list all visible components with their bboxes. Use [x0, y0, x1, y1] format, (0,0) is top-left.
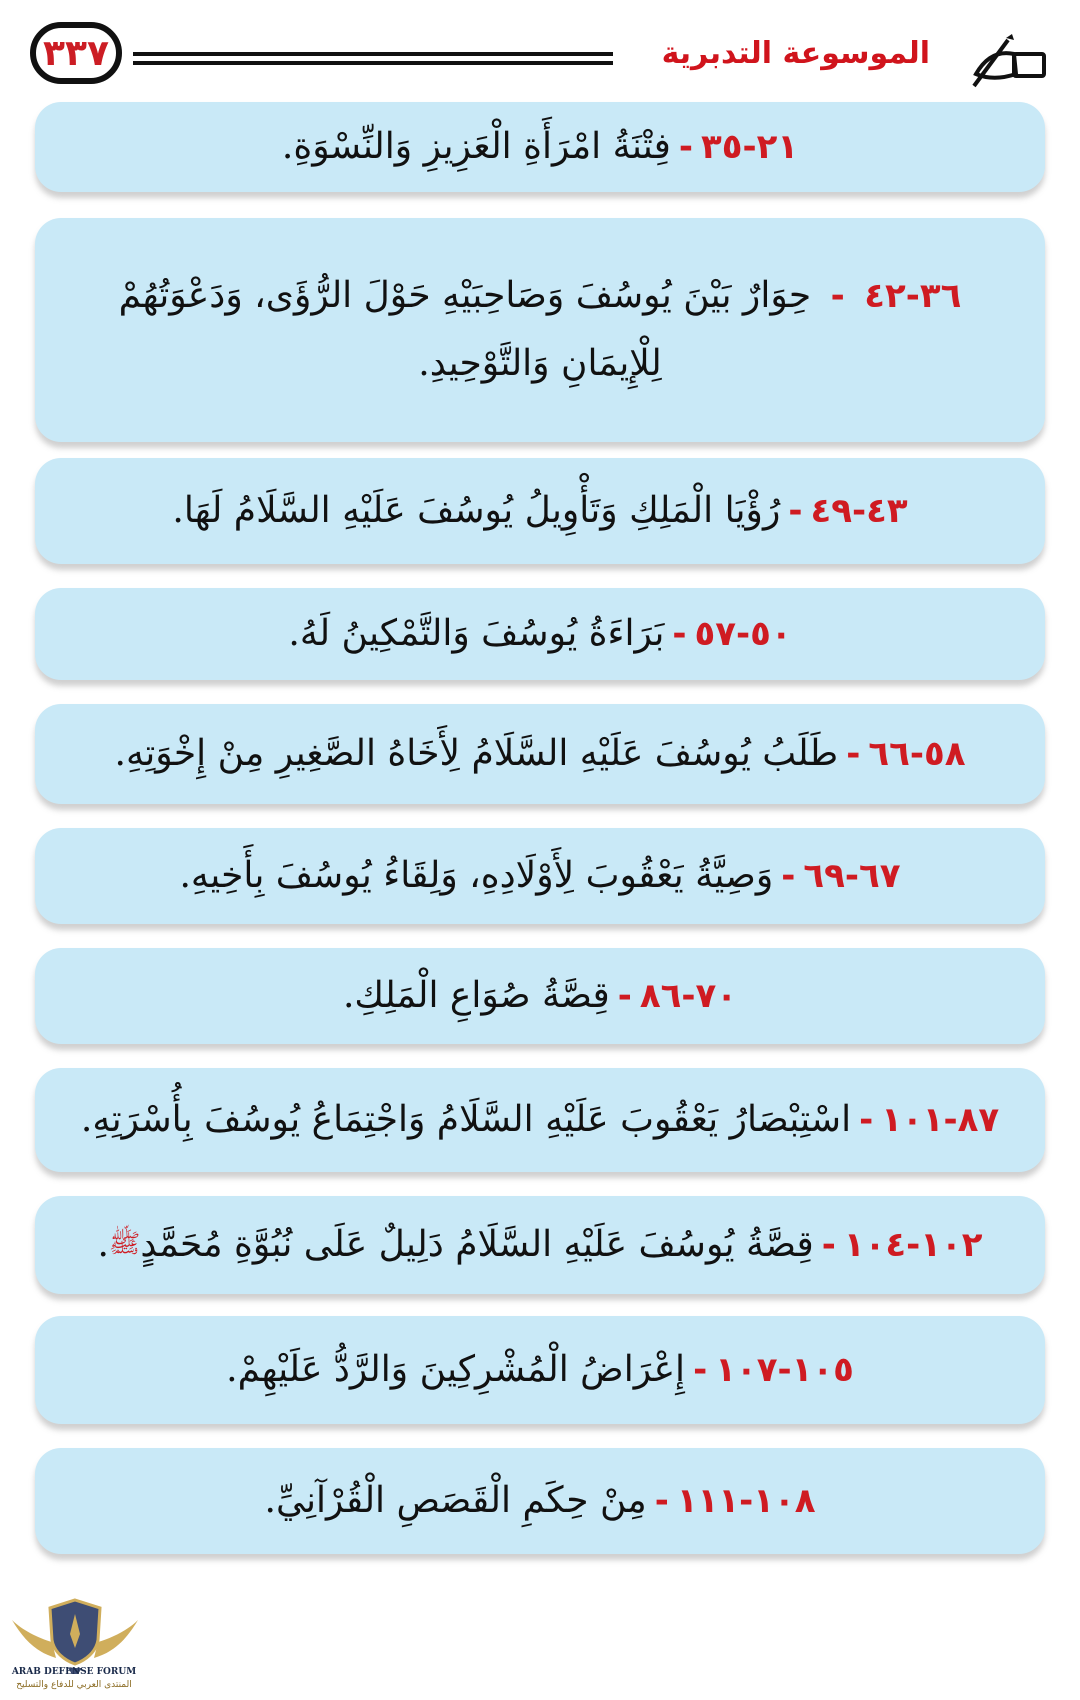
pbuh-symbol: ﷺ: [108, 1229, 141, 1260]
topic-text: بَرَاءَةُ يُوسُفَ وَالتَّمْكِينُ لَهُ.: [288, 612, 665, 654]
topic-text: إِعْرَاضُ الْمُشْرِكِينَ وَالرَّدُّ عَلَيْهِمْ.: [226, 1348, 686, 1390]
range-dash: -: [859, 1099, 874, 1140]
verse-range: ١٠٨-١١١: [676, 1480, 816, 1521]
topic-text: فِتْنَةُ امْرَأَةِ الْعَزِيزِ وَالنِّسْوَةِ.: [281, 125, 671, 167]
range-dash: -: [788, 490, 803, 531]
range-dash: -: [672, 613, 687, 654]
verse-range: ٨٧-١٠١: [881, 1099, 1000, 1140]
topic-card: [35, 828, 1045, 924]
topic-card: [35, 948, 1045, 1044]
topic-text: مِنْ حِكَمِ الْقَصَصِ الْقُرْآنِيِّ.: [264, 1479, 647, 1521]
topic-text: رُؤْيَا الْمَلِكِ وَتَأْوِيلُ يُوسُفَ عَلَيْهِ السَّلَامُ لَهَا.: [172, 489, 781, 531]
range-dash: -: [654, 1480, 669, 1521]
topic-card: [35, 1196, 1045, 1294]
topic-card: [35, 218, 1045, 442]
verse-range: ٥٨-٦٦: [868, 733, 966, 774]
topic-card: [35, 1068, 1045, 1172]
topic-text: وَصِيَّةُ يَعْقُوبَ لِأَوْلَادِهِ، وَلِقَاءُ يُوسُفَ بِأَخِيهِ.: [179, 854, 774, 896]
range-dash: -: [846, 733, 861, 774]
verse-range: ١٠٥-١٠٧: [715, 1349, 854, 1390]
topic-text: قِصَّةُ صُوَاعِ الْمَلِكِ.: [342, 974, 610, 1016]
watermark-text-en: ARAB DEFENSE FORUM: [11, 1667, 137, 1677]
verse-range: ٥٠-٥٧: [694, 613, 792, 654]
header-divider-lines: [133, 52, 613, 66]
page-number: ٣٣٧: [30, 22, 122, 84]
topic-card: [35, 102, 1045, 192]
topic-text: حِوَارٌ بَيْنَ يُوسُفَ وَصَاحِبَيْهِ حَوْلَ الرُّؤَى، وَدَعْوَتُهُمْ لِلْإِيمَانِ وَالتَّوْحِيدِ.: [118, 274, 812, 384]
writing-hand-icon: [970, 34, 1048, 90]
topic-text: طَلَبُ يُوسُفَ عَلَيْهِ السَّلَامُ لِأَخَاهُ الصَّغِيرِ مِنْ إِخْوَتِهِ.: [114, 732, 839, 774]
verse-range: ١٠٢-١٠٤: [843, 1224, 983, 1265]
verse-range: ٧٠-٨٦: [639, 975, 738, 1016]
range-dash: -: [830, 275, 845, 316]
topic-card: [35, 458, 1045, 564]
topic-text-end: .: [97, 1223, 109, 1265]
verse-range: ٦٧-٦٩: [803, 855, 901, 896]
range-dash: -: [821, 1224, 836, 1265]
verse-range: ٢١-٣٥: [700, 126, 799, 167]
topic-card: [35, 588, 1045, 680]
verse-range: ٤٣-٤٩: [810, 490, 908, 531]
topic-card: [35, 1316, 1045, 1424]
range-dash: -: [678, 126, 693, 167]
topic-text: اسْتِبْصَارُ يَعْقُوبَ عَلَيْهِ السَّلَامُ وَاجْتِمَاعُ يُوسُفَ بِأُسْرَتِهِ.: [80, 1098, 852, 1140]
topic-card: [35, 1448, 1045, 1554]
book-title: الموسوعة التدبرية: [661, 36, 930, 71]
watermark-text-ar: المنتدى العربي للدفاع والتسليح: [16, 1680, 132, 1690]
divider-line-bottom: [133, 61, 613, 65]
range-dash: -: [693, 1349, 708, 1390]
verse-range: ٣٦-٤٢: [864, 275, 962, 316]
topic-card: [35, 704, 1045, 804]
range-dash: -: [781, 855, 796, 896]
divider-line-top: [133, 52, 613, 56]
page-header: [0, 0, 1080, 100]
topic-text: قِصَّةُ يُوسُفَ عَلَيْهِ السَّلَامُ دَلِيلٌ عَلَى نُبُوَّةِ مُحَمَّدٍ: [140, 1223, 814, 1265]
range-dash: -: [617, 975, 632, 1016]
